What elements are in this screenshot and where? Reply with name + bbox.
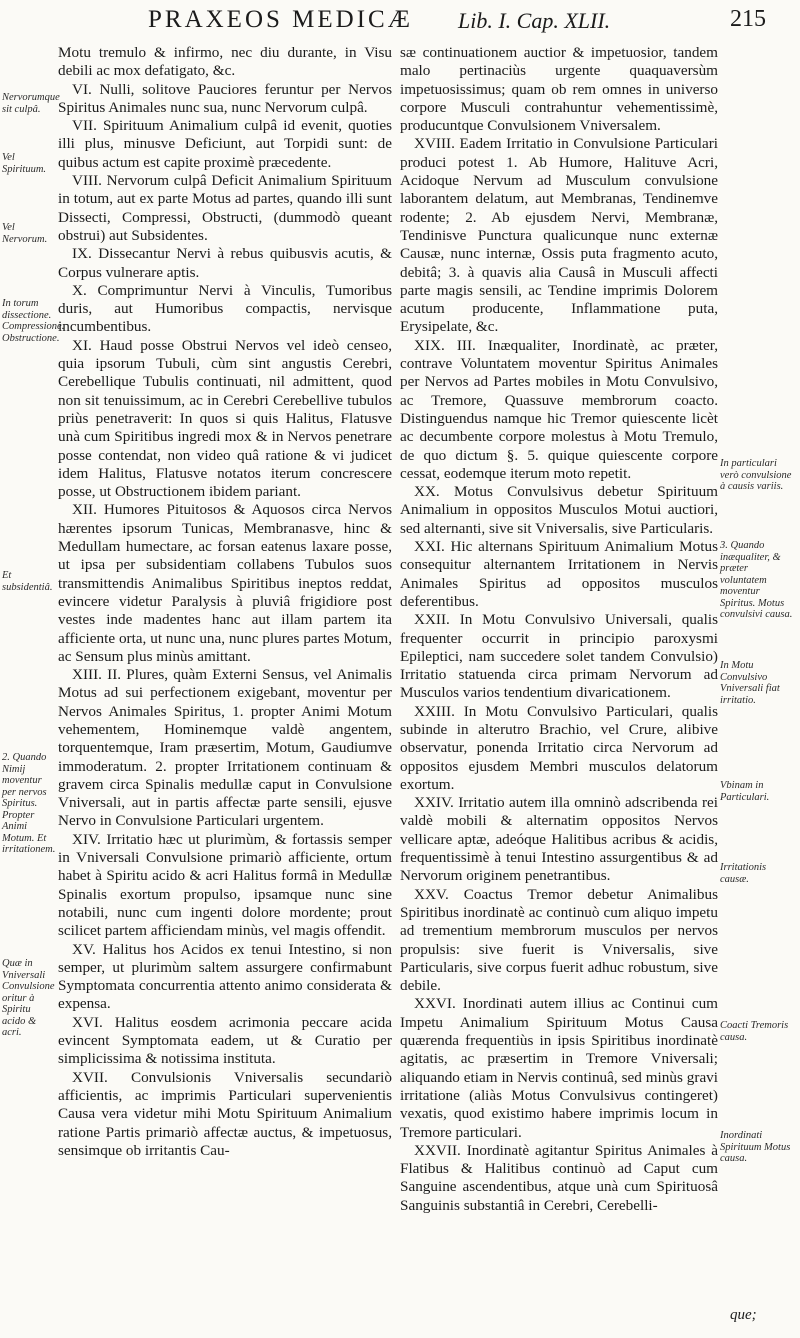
margin-note: In particulari verò convulsione à causis variis. bbox=[720, 458, 792, 492]
book-chapter-label: Lib. I. Cap. XLII. bbox=[458, 8, 611, 33]
paragraph: XXI. Hic alternans Spirituum Animalium Motus consequitur alternantem Irritationem in Nervis Animales Spiritus ad oppositos musculos deferentibus. bbox=[400, 538, 718, 610]
paragraph: XII. Humores Pituitosos & Aquosos circa Nervos hærentes ipsorum Tunicas, Membranasve, hinc & Medullam humectare, ac forsan eatenus laxare posse, ut ipsa per subsidentiam collabens Tubulos suos transmittendis Animalibus Spiritibus ineptos reddat, evincere videtur Paralysis à pluviâ frigidiore post vestes inde madentes hanc aut illam partem ita afficiente orta, ut nunc una, nunc plures partes Motum, ac Sensum plus minùs amittant. bbox=[58, 501, 392, 665]
margin-note: Nervorumque sit culpâ. bbox=[2, 92, 60, 115]
paragraph: XXVII. Inordinatè agitantur Spiritus Animales à Flatibus & Halitibus continuò ad Caput cum Sanguine ascendentibus, atque unà cum Spirituosâ Sanguinis substantiâ in Cerebri, Cerebelli- bbox=[400, 1141, 718, 1214]
margin-note: Vbinam in Particulari. bbox=[720, 780, 770, 803]
paragraph: VI. Nulli, solitove Pauciores feruntur per Nervos Spiritus Animales nunc sua, nunc Nervorum culpâ. bbox=[58, 80, 392, 116]
paragraph: XXIII. In Motu Convulsivo Particulari, qualis subinde in alterutro Brachio, vel Crure, alibive observatur, ponenda Irritatio circa Nervorum ad oppositos ejusdem Membri musculos delatorum exortum. bbox=[400, 702, 718, 793]
paragraph: VII. Spirituum Animalium culpâ id evenit, quoties illi plus, minusve Deficiunt, aut Torpidi sunt: de quibus actum est capite proximè præcedente. bbox=[58, 117, 392, 171]
margin-note: Vel Nervorum. bbox=[2, 222, 48, 245]
paragraph: XXII. In Motu Convulsivo Universali, qualis frequenter occurrit in principio paroxysmi Epileptici, nam succedere solet tandem Convulsio) Irritatio statuenda circa primam Nervorum ad Musculos varios tendentium divaricationem. bbox=[400, 611, 718, 702]
paragraph: XIV. Irritatio hæc ut plurimùm, & fortassis semper in Vniversali Convulsione primariò afficiente, ortum habet à Spiritu acido & acri Halitus formâ in Medullæ Spinalis exortum propulso, ipsamque nunc sine notabili, nunc cum ingenti dolore mordente; prout scilicet partem afficiendam minùs, vel magis offendit. bbox=[58, 830, 392, 940]
paragraph: XXIV. Irritatio autem illa omninò adscribenda rei valdè mobili & alternatim oppositos Nervos vellicare aptæ, adeóque Halitibus acribus & acidis, frequentissimè à tenui Intestino assurgentibus & ad Nervorum originem penetrantibus. bbox=[400, 794, 718, 885]
paragraph: XVI. Halitus eosdem acrimonia peccare acida evincent Symptomata eadem, ut & Curatio per simplicissima & notissima instituta. bbox=[58, 1013, 392, 1068]
paragraph: XIII. II. Plures, quàm Externi Sensus, vel Animalis Motus ad sui perfectionem exigebant, moventur per Nervos Animales Spiritus, 1. propter Animi Motum vehementem, Hominemque valdè angentem, torquentemque, Iram præsertim, Motum, Gaudiumve immoderatum. 2. propter Irritationem continuam & gravem circa Spinalis medullæ caput in Convulsione Vniversali, aut in partis affectæ parte sensili, ejusve Nervo in Convulsione Particulari urgentem. bbox=[58, 666, 392, 830]
paragraph: XI. Haud posse Obstrui Nervos vel ideò censeo, quia ipsorum Tubuli, cùm sint angustis Cerebri, Cerebellique Tubulis continuati, nil admittent, quod non sit tenuissimum, ac in Cerebri Cerebellive tubulos priùs penetraverit: In quos si quis Halitus, Flatusve unà cum Spiritibus ingredi mox & in Nervos penetrare posse contendat, non video quâ ratione & vi judicet idem Halitus, Flatusve notatos iterum concrescere posse, ut Obstructionem ibidem pariant. bbox=[58, 336, 392, 501]
paragraph: XXV. Coactus Tremor debetur Animalibus Spiritibus inordinatè ac continuò cum aliquo impetu ad trementium membrorum musculos per nervos propulsis: sive fuerit is Vniversalis, sive Particularis, sive corpus fuerit adhuc robustum, sive debile. bbox=[400, 885, 718, 995]
margin-note: Vel Spirituum. bbox=[2, 152, 47, 175]
paragraph: XVIII. Eadem Irritatio in Convulsione Particulari produci potest 1. Ab Humore, Halituve Acri, Acidoque Nervum ad Musculum convulsione laborantem delatum, aut Membranas, Tendinemve rodente; 2. Ab ejusdem Nervi, Membranæ, Tendinisve Punctura qualicunque nunc externæ Causæ, nunc internæ, Ossis puta fragmento acuto, debitâ; 3. à quavis alia Causâ in Musculi affecti parte magis sensili, ac Tendine imprimis Dolorem acutum producente, Inflammatione puta, Erysipelate, &c. bbox=[400, 135, 718, 336]
paragraph: XIX. III. Inæqualiter, Inordinatè, ac præter, contrave Voluntatem moventur Spiritus Animales per Nervos ad Partes mobiles in Motu Convulsivo, ac Tremore, Quassuve membrorum coacto. Distinguendus namque hic Tremor quiescente licèt ac decumbente corpore molestus à Motu Tremulo, de quo dictum §. 5. quique quiescente corpore cessat, eodemque iterum moto repetit. bbox=[400, 336, 718, 482]
margin-note: 2. Quando Nimij moventur per nervos Spiritus. Propter Animi Motum. Et irritationem. bbox=[2, 752, 56, 855]
paragraph: XX. Motus Convulsivus debetur Spirituum Animalium in oppositos Musculos Motui auctiori, sed alternanti, sive sit Vniversalis, sive Particularis. bbox=[400, 483, 718, 537]
catchword: que; bbox=[730, 1307, 757, 1323]
paragraph: XVII. Convulsionis Vniversalis secundariò afficientis, ac imprimis Particulari supervenientis Causa vera videtur mihi Motu Spirituum Animalium ratione Partis primariò affectæ auctus, & impetuosus, sensimque ob irritantis Cau- bbox=[58, 1068, 392, 1159]
margin-note: Quæ in Vniversali Convulsione oritur à Spiritu acido & acri. bbox=[2, 958, 55, 1038]
left-text-column bbox=[58, 44, 392, 1160]
paragraph: XV. Halitus hos Acidos ex tenui Intestino, si non semper, ut plurimùm saltem assurgere confirmabunt Symptomata concurrentia attento animo considerata & expensa. bbox=[58, 940, 392, 1013]
margin-note: 3. Quando inæqualiter, & præter voluntatem moventur Spiritus. Motus convulsivi causa. bbox=[720, 540, 793, 620]
margin-note: In torum dissectione. Compressione. Obstructione. bbox=[2, 298, 65, 344]
paragraph: XXVI. Inordinati autem illius ac Continui cum Impetu Animalium Spirituum Motus Causa quærenda frequentiùs in ipsis Spiritibus inordinatè agitatis, ac præsertim in Tremore Vniversali; aliquando etiam in Nervis continuâ, sed minùs gravi irritatione (aliàs Motus Convulsivus contingeret) vexatis, quod existimo habere imprimis locum in Tremore particulari. bbox=[400, 995, 718, 1141]
running-title: PRAXEOS MEDICÆ bbox=[148, 6, 413, 33]
margin-note: In Motu Convulsivo Vniversali fiat irritatio. bbox=[720, 660, 780, 706]
page-header bbox=[0, 6, 800, 40]
paragraph: sæ continuationem auctior & impetuosior, tandem malo pertinaciùs urgente quaquaversùm impetuosissimus; quam ob rem omnes in universo corpore Musculi contrahuntur vehementissimè, producuntque Convulsionem Vniversalem. bbox=[400, 44, 718, 135]
paragraph: X. Comprimuntur Nervi à Vinculis, Tumoribus duris, aut Humoribus compactis, nervisque incumbentibus. bbox=[58, 281, 392, 336]
margin-note: Inordinati Spirituum Motus causa. bbox=[720, 1130, 791, 1164]
paragraph: IX. Dissecantur Nervi à rebus quibusvis acutis, & Corpus vulnerare aptis. bbox=[58, 245, 392, 281]
margin-note: Et subsidentiâ. bbox=[2, 570, 53, 593]
paragraph: VIII. Nervorum culpâ Deficit Animalium Spirituum in totum, aut ex parte Motus ad partes, quando illi sunt Dissecti, Compressi, Obstructi, (dummodò queant obstrui) aut Subsidentes. bbox=[58, 172, 392, 244]
margin-note: Coacti Tremoris causa. bbox=[720, 1020, 789, 1043]
paragraph: Motu tremulo & infirmo, nec diu durante, in Visu debili ac mox defatigato, &c. bbox=[58, 44, 392, 80]
page-number: 215 bbox=[730, 6, 766, 32]
right-text-column bbox=[400, 44, 718, 1215]
margin-note: Irritationis causæ. bbox=[720, 862, 767, 885]
